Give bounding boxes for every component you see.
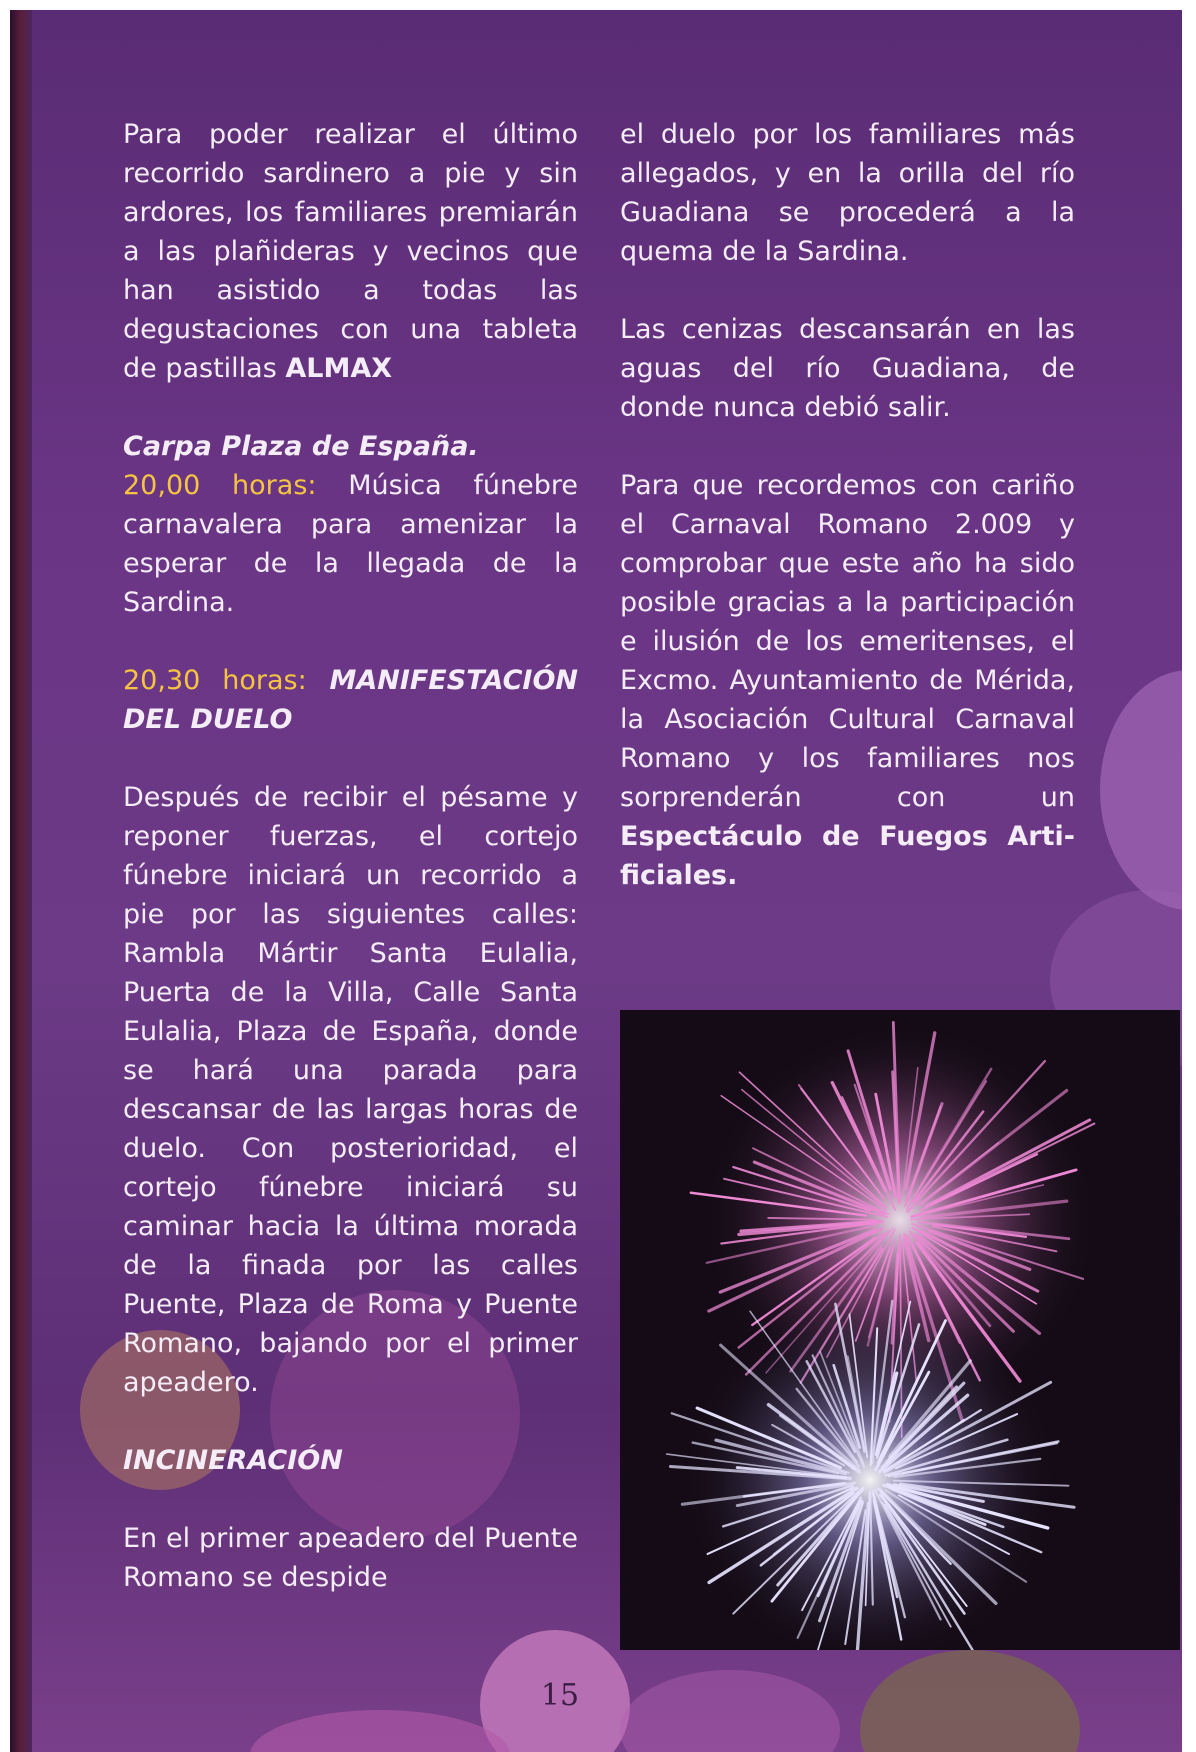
bold-text: Espectáculo de Fuegos Artificiales.	[620, 821, 1075, 891]
paragraph-almax	[123, 115, 578, 388]
paragraph-text: Para poder realizar el último recorrido sardinero a pie y sin ardores, los familiares premiarán a las plañideras y vecinos que han asistido a todas las degustaciones con una tableta de pastillas	[123, 119, 578, 384]
heading-manifestacion-line	[123, 661, 578, 739]
bold-text: ALMAX	[285, 353, 393, 384]
time-label: 20,30 horas:	[123, 665, 307, 696]
paragraph-duelo: el duelo por los familiares más allegados, y en la orilla del río Guadiana se procederá a la quema de la Sardina.	[620, 119, 1075, 267]
page-spine-shadow	[10, 10, 32, 1752]
paragraph-recorrido: Después de recibir el pésame y reponer fuerzas, el cortejo fúnebre iniciará un recorrido a pie por las siguientes calles: Rambla Mártir Santa Eulalia, Puerta de la Villa, Calle Santa Eulalia, Plaza de España, donde se hará una parada para descansar de las largas horas de duelo. Con posterioridad, el cortejo fúnebre iniciará su caminar hacia la última morada de la finada por las calles Puente, Plaza de Roma y Puente Romano, bajando por el primer apeadero.	[123, 782, 578, 1398]
brochure-page	[10, 10, 1182, 1752]
decorative-circle	[860, 1650, 1080, 1752]
heading-incineracion: INCINERACIÓN	[123, 1445, 343, 1476]
decorative-circle	[250, 1710, 510, 1752]
left-text-column	[123, 115, 578, 1636]
decorative-circle	[1100, 670, 1182, 910]
fireworks-photo	[620, 1010, 1180, 1650]
paragraph-apeadero: En el primer apeadero del Puente Romano se despide	[123, 1523, 578, 1593]
heading-carpa: Carpa Plaza de España.	[123, 431, 479, 462]
paragraph-text: Música fúnebre carnavalera para amenizar la esperar de la llegada de la Sardina.	[123, 470, 578, 618]
paragraph-text: Para que recordemos con cariño el Carnaval Romano 2.009 y comprobar que este año ha sido posible gracias a la participación e ilusión de los emeritenses, el Excmo. Ayuntamiento de Mérida, la Asociación Cultural Carnaval Romano y los familiares nos sorprenderán con un	[620, 470, 1075, 813]
decorative-circle	[620, 1670, 840, 1752]
heading-manifestacion: MANIFESTACIÓN DEL DUELO	[123, 665, 578, 735]
paragraph-musica	[123, 466, 578, 622]
paragraph-cenizas: Las cenizas descansarán en las aguas del río Guadiana, de donde nunca debió salir.	[620, 314, 1075, 423]
right-text-column	[620, 115, 1075, 934]
time-label: 20,00 horas:	[123, 470, 317, 501]
page-number: 15	[540, 1678, 580, 1713]
paragraph-fuegos	[620, 466, 1075, 895]
